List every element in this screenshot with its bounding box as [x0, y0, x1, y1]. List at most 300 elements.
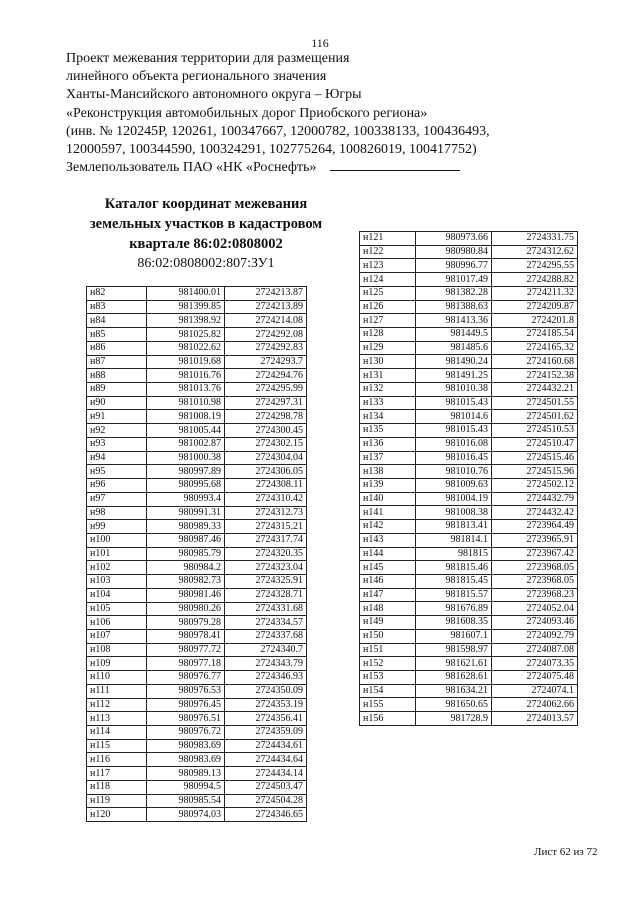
parcel-id: 86:02:0808002:807:ЗУ1	[137, 256, 275, 271]
table-row	[87, 520, 307, 534]
table-row	[360, 410, 578, 424]
x-coordinate-cell: 981000.38	[147, 451, 225, 465]
y-coordinate-cell: 2724211.32	[492, 286, 578, 300]
page-number: 116	[311, 36, 329, 50]
table-row	[87, 547, 307, 561]
x-coordinate-cell: 980976.72	[147, 726, 225, 740]
y-coordinate-cell: 2724201.8	[492, 314, 578, 328]
y-coordinate-cell: 2724432.21	[492, 382, 578, 396]
table-row	[360, 355, 578, 369]
point-name-cell: н124	[360, 273, 416, 287]
y-coordinate-cell: 2724308.11	[225, 479, 307, 493]
x-coordinate-cell: 981413.36	[416, 314, 492, 328]
document-header	[66, 50, 586, 177]
point-name-cell: н90	[87, 396, 147, 410]
point-name-cell: н114	[87, 726, 147, 740]
x-coordinate-cell: 980977.72	[147, 643, 225, 657]
point-name-cell: н82	[87, 287, 147, 301]
y-coordinate-cell: 2724317.74	[225, 533, 307, 547]
x-coordinate-cell: 981388.63	[416, 300, 492, 314]
x-coordinate-cell: 980996.77	[416, 259, 492, 273]
point-name-cell: н85	[87, 328, 147, 342]
y-coordinate-cell: 2724434.61	[225, 739, 307, 753]
y-coordinate-cell: 2724356.41	[225, 712, 307, 726]
y-coordinate-cell: 2724160.68	[492, 355, 578, 369]
y-coordinate-cell: 2724297.31	[225, 396, 307, 410]
header-line: «Реконструкция автомобильных дорог Приобского региона»	[66, 105, 428, 121]
x-coordinate-cell: 981016.08	[416, 437, 492, 451]
x-coordinate-cell: 981608.35	[416, 616, 492, 630]
table-row	[360, 712, 578, 726]
x-coordinate-cell: 981815.46	[416, 561, 492, 575]
catalog-title-line: Каталог координат межевания	[104, 196, 308, 212]
y-coordinate-cell: 2724340.7	[225, 643, 307, 657]
table-row	[360, 232, 578, 246]
x-coordinate-cell: 981398.92	[147, 314, 225, 328]
y-coordinate-cell: 2724185.54	[492, 328, 578, 342]
table-row	[360, 382, 578, 396]
point-name-cell: н99	[87, 520, 147, 534]
table-row	[87, 396, 307, 410]
point-name-cell: н89	[87, 383, 147, 397]
x-coordinate-cell: 980976.51	[147, 712, 225, 726]
y-coordinate-cell: 2724503.47	[225, 780, 307, 794]
point-name-cell: н146	[360, 574, 416, 588]
x-coordinate-cell: 981400.01	[147, 287, 225, 301]
y-coordinate-cell: 2723968.05	[492, 574, 578, 588]
x-coordinate-cell: 980991.31	[147, 506, 225, 520]
point-name-cell: н112	[87, 698, 147, 712]
y-coordinate-cell: 2724295.55	[492, 259, 578, 273]
point-name-cell: н96	[87, 479, 147, 493]
table-row	[87, 561, 307, 575]
table-row	[87, 794, 307, 808]
y-coordinate-cell: 2723968.05	[492, 561, 578, 575]
y-coordinate-cell: 2724501.62	[492, 410, 578, 424]
y-coordinate-cell: 2724294.76	[225, 369, 307, 383]
x-coordinate-cell: 980987.46	[147, 533, 225, 547]
x-coordinate-cell: 981728.9	[416, 712, 492, 726]
point-name-cell: н145	[360, 561, 416, 575]
point-name-cell: н104	[87, 588, 147, 602]
point-name-cell: н129	[360, 341, 416, 355]
x-coordinate-cell: 980977.18	[147, 657, 225, 671]
table-row	[87, 684, 307, 698]
x-coordinate-cell: 981008.38	[416, 506, 492, 520]
x-coordinate-cell: 980982.73	[147, 575, 225, 589]
y-coordinate-cell: 2724293.7	[225, 355, 307, 369]
x-coordinate-cell: 981621.61	[416, 657, 492, 671]
x-coordinate-cell: 981607.1	[416, 629, 492, 643]
x-coordinate-cell: 980983.69	[147, 753, 225, 767]
point-name-cell: н101	[87, 547, 147, 561]
y-coordinate-cell: 2724310.42	[225, 492, 307, 506]
y-coordinate-cell: 2724304.04	[225, 451, 307, 465]
x-coordinate-cell: 981013.76	[147, 383, 225, 397]
table-row	[87, 424, 307, 438]
point-name-cell: н110	[87, 671, 147, 685]
y-coordinate-cell: 2724359.09	[225, 726, 307, 740]
point-name-cell: н118	[87, 780, 147, 794]
y-coordinate-cell: 2724432.79	[492, 492, 578, 506]
x-coordinate-cell: 980980.84	[416, 245, 492, 259]
x-coordinate-cell: 981016.76	[147, 369, 225, 383]
x-coordinate-cell: 981399.85	[147, 300, 225, 314]
x-coordinate-cell: 980994.5	[147, 780, 225, 794]
table-row	[360, 314, 578, 328]
point-name-cell: н108	[87, 643, 147, 657]
y-coordinate-cell: 2724087.08	[492, 643, 578, 657]
table-row	[360, 574, 578, 588]
x-coordinate-cell: 981010.76	[416, 465, 492, 479]
y-coordinate-cell: 2724325.91	[225, 575, 307, 589]
point-name-cell: н83	[87, 300, 147, 314]
y-coordinate-cell: 2724312.73	[225, 506, 307, 520]
table-row	[87, 739, 307, 753]
point-name-cell: н135	[360, 424, 416, 438]
point-name-cell: н115	[87, 739, 147, 753]
point-name-cell: н153	[360, 671, 416, 685]
table-row	[87, 808, 307, 822]
table-row	[360, 588, 578, 602]
x-coordinate-cell: 981676.89	[416, 602, 492, 616]
table-row	[87, 341, 307, 355]
y-coordinate-cell: 2724515.96	[492, 465, 578, 479]
x-coordinate-cell: 981002.87	[147, 437, 225, 451]
point-name-cell: н132	[360, 382, 416, 396]
point-name-cell: н93	[87, 437, 147, 451]
point-name-cell: н106	[87, 616, 147, 630]
y-coordinate-cell: 2724214.08	[225, 314, 307, 328]
table-row	[87, 629, 307, 643]
signature-line	[330, 159, 460, 171]
y-coordinate-cell: 2724152.38	[492, 369, 578, 383]
table-row	[360, 341, 578, 355]
x-coordinate-cell: 981015.43	[416, 424, 492, 438]
header-line: (инв. № 120245Р, 120261, 100347667, 12000782, 100338133, 100436493,	[66, 123, 490, 139]
x-coordinate-cell: 980984.2	[147, 561, 225, 575]
table-row	[360, 328, 578, 342]
point-name-cell: н156	[360, 712, 416, 726]
x-coordinate-cell: 980985.54	[147, 794, 225, 808]
y-coordinate-cell: 2724074.1	[492, 684, 578, 698]
point-name-cell: н94	[87, 451, 147, 465]
coordinates-table-left	[86, 286, 307, 822]
x-coordinate-cell: 981010.98	[147, 396, 225, 410]
table-row	[87, 451, 307, 465]
table-row	[87, 383, 307, 397]
table-row	[87, 588, 307, 602]
catalog-title-line: земельных участков в кадастровом	[89, 216, 323, 232]
table-row	[360, 506, 578, 520]
y-coordinate-cell: 2724298.78	[225, 410, 307, 424]
table-row	[360, 671, 578, 685]
y-coordinate-cell: 2724073.35	[492, 657, 578, 671]
x-coordinate-cell: 981634.21	[416, 684, 492, 698]
table-row	[360, 245, 578, 259]
point-name-cell: н142	[360, 520, 416, 534]
y-coordinate-cell: 2724320.35	[225, 547, 307, 561]
table-row	[360, 396, 578, 410]
point-name-cell: н128	[360, 328, 416, 342]
y-coordinate-cell: 2724213.87	[225, 287, 307, 301]
y-coordinate-cell: 2724292.08	[225, 328, 307, 342]
table-row	[360, 698, 578, 712]
table-row	[87, 287, 307, 301]
table-row	[87, 753, 307, 767]
x-coordinate-cell: 981009.63	[416, 478, 492, 492]
x-coordinate-cell: 981815.45	[416, 574, 492, 588]
y-coordinate-cell: 2724302.15	[225, 437, 307, 451]
point-name-cell: н139	[360, 478, 416, 492]
table-row	[87, 657, 307, 671]
x-coordinate-cell: 981382.28	[416, 286, 492, 300]
point-name-cell: н140	[360, 492, 416, 506]
point-name-cell: н98	[87, 506, 147, 520]
table-row	[87, 698, 307, 712]
table-row	[360, 300, 578, 314]
x-coordinate-cell: 981815.57	[416, 588, 492, 602]
point-name-cell: н127	[360, 314, 416, 328]
y-coordinate-cell: 2724288.82	[492, 273, 578, 287]
x-coordinate-cell: 981490.24	[416, 355, 492, 369]
y-coordinate-cell: 2724434.14	[225, 767, 307, 781]
x-coordinate-cell: 981449.5	[416, 328, 492, 342]
y-coordinate-cell: 2724504.28	[225, 794, 307, 808]
y-coordinate-cell: 2724350.09	[225, 684, 307, 698]
table-row	[87, 492, 307, 506]
point-name-cell: н122	[360, 245, 416, 259]
table-row	[87, 465, 307, 479]
y-coordinate-cell: 2724209.87	[492, 300, 578, 314]
table-row	[87, 437, 307, 451]
point-name-cell: н100	[87, 533, 147, 547]
y-coordinate-cell: 2724515.46	[492, 451, 578, 465]
x-coordinate-cell: 980980.26	[147, 602, 225, 616]
point-name-cell: н113	[87, 712, 147, 726]
table-row	[87, 506, 307, 520]
table-row	[87, 575, 307, 589]
table-row	[360, 616, 578, 630]
table-row	[360, 424, 578, 438]
table-row	[87, 369, 307, 383]
point-name-cell: н149	[360, 616, 416, 630]
table-row	[87, 410, 307, 424]
x-coordinate-cell: 980976.77	[147, 671, 225, 685]
x-coordinate-cell: 981015.43	[416, 396, 492, 410]
point-name-cell: н92	[87, 424, 147, 438]
x-coordinate-cell: 981025.82	[147, 328, 225, 342]
table-row	[360, 684, 578, 698]
x-coordinate-cell: 980989.33	[147, 520, 225, 534]
table-row	[87, 726, 307, 740]
point-name-cell: н107	[87, 629, 147, 643]
y-coordinate-cell: 2724432.42	[492, 506, 578, 520]
table-row	[360, 369, 578, 383]
y-coordinate-cell: 2724075.48	[492, 671, 578, 685]
point-name-cell: н119	[87, 794, 147, 808]
table-row	[360, 465, 578, 479]
table-row	[360, 451, 578, 465]
table-row	[87, 328, 307, 342]
y-coordinate-cell: 2724315.21	[225, 520, 307, 534]
land-user-line	[66, 159, 586, 177]
x-coordinate-cell: 980993.4	[147, 492, 225, 506]
point-name-cell: н84	[87, 314, 147, 328]
x-coordinate-cell: 981022.62	[147, 341, 225, 355]
table-row	[360, 602, 578, 616]
point-name-cell: н152	[360, 657, 416, 671]
point-name-cell: н130	[360, 355, 416, 369]
table-row	[87, 479, 307, 493]
table-row	[360, 259, 578, 273]
y-coordinate-cell: 2723968.23	[492, 588, 578, 602]
y-coordinate-cell: 2723964.49	[492, 520, 578, 534]
x-coordinate-cell: 980976.53	[147, 684, 225, 698]
table-row	[360, 533, 578, 547]
point-name-cell: н131	[360, 369, 416, 383]
header-line: линейного объекта регионального значения	[66, 69, 327, 85]
y-coordinate-cell: 2724300.45	[225, 424, 307, 438]
point-name-cell: н138	[360, 465, 416, 479]
x-coordinate-cell: 980978.41	[147, 629, 225, 643]
x-coordinate-cell: 981650.65	[416, 698, 492, 712]
catalog-title	[64, 194, 348, 254]
point-name-cell: н86	[87, 341, 147, 355]
y-coordinate-cell: 2724434.64	[225, 753, 307, 767]
x-coordinate-cell: 981010.38	[416, 382, 492, 396]
point-name-cell: н137	[360, 451, 416, 465]
point-name-cell: н97	[87, 492, 147, 506]
y-coordinate-cell: 2724323.04	[225, 561, 307, 575]
header-line: Проект межевания территории для размещения	[66, 51, 350, 66]
point-name-cell: н120	[87, 808, 147, 822]
x-coordinate-cell: 980973.66	[416, 232, 492, 246]
table-row	[87, 616, 307, 630]
y-coordinate-cell: 2724306.05	[225, 465, 307, 479]
x-coordinate-cell: 981017.49	[416, 273, 492, 287]
y-coordinate-cell: 2724165.32	[492, 341, 578, 355]
point-name-cell: н134	[360, 410, 416, 424]
point-name-cell: н111	[87, 684, 147, 698]
point-name-cell: н105	[87, 602, 147, 616]
y-coordinate-cell: 2724013.57	[492, 712, 578, 726]
x-coordinate-cell: 981008.19	[147, 410, 225, 424]
point-name-cell: н103	[87, 575, 147, 589]
header-line: Ханты-Мансийского автономного округа – Югры	[66, 87, 362, 103]
point-name-cell: н102	[87, 561, 147, 575]
table-row	[87, 602, 307, 616]
y-coordinate-cell: 2724331.75	[492, 232, 578, 246]
table-row	[360, 561, 578, 575]
y-coordinate-cell: 2724501.55	[492, 396, 578, 410]
y-coordinate-cell: 2724213.89	[225, 300, 307, 314]
table-row	[87, 314, 307, 328]
point-name-cell: н125	[360, 286, 416, 300]
table-row	[360, 629, 578, 643]
x-coordinate-cell: 980976.45	[147, 698, 225, 712]
y-coordinate-cell: 2724292.83	[225, 341, 307, 355]
x-coordinate-cell: 981005.44	[147, 424, 225, 438]
land-user-label: Землепользователь ПАО «НК «Роснефть»	[66, 160, 317, 176]
x-coordinate-cell: 980979.28	[147, 616, 225, 630]
point-name-cell: н91	[87, 410, 147, 424]
table-row	[360, 520, 578, 534]
point-name-cell: н155	[360, 698, 416, 712]
point-name-cell: н87	[87, 355, 147, 369]
x-coordinate-cell: 980995.68	[147, 479, 225, 493]
y-coordinate-cell: 2724343.79	[225, 657, 307, 671]
table-row	[87, 533, 307, 547]
x-coordinate-cell: 981019.68	[147, 355, 225, 369]
point-name-cell: н116	[87, 753, 147, 767]
x-coordinate-cell: 980983.69	[147, 739, 225, 753]
table-row	[360, 547, 578, 561]
y-coordinate-cell: 2724346.65	[225, 808, 307, 822]
x-coordinate-cell: 980974.03	[147, 808, 225, 822]
x-coordinate-cell: 981814.1	[416, 533, 492, 547]
point-name-cell: н123	[360, 259, 416, 273]
y-coordinate-cell: 2724337.68	[225, 629, 307, 643]
x-coordinate-cell: 981491.25	[416, 369, 492, 383]
header-line: 12000597, 100344590, 100324291, 102775264, 100826019, 100417752)	[66, 142, 477, 158]
point-name-cell: н126	[360, 300, 416, 314]
point-name-cell: н148	[360, 602, 416, 616]
table-row	[87, 643, 307, 657]
table-row	[360, 492, 578, 506]
point-name-cell: н121	[360, 232, 416, 246]
point-name-cell: н141	[360, 506, 416, 520]
y-coordinate-cell: 2724093.46	[492, 616, 578, 630]
y-coordinate-cell: 2724312.62	[492, 245, 578, 259]
point-name-cell: н150	[360, 629, 416, 643]
x-coordinate-cell: 980981.46	[147, 588, 225, 602]
table-row	[87, 671, 307, 685]
point-name-cell: н109	[87, 657, 147, 671]
y-coordinate-cell: 2724092.79	[492, 629, 578, 643]
table-row	[360, 657, 578, 671]
x-coordinate-cell: 981014.6	[416, 410, 492, 424]
x-coordinate-cell: 981598.97	[416, 643, 492, 657]
table-row	[87, 780, 307, 794]
point-name-cell: н88	[87, 369, 147, 383]
point-name-cell: н144	[360, 547, 416, 561]
y-coordinate-cell: 2724346.93	[225, 671, 307, 685]
x-coordinate-cell: 981815	[416, 547, 492, 561]
y-coordinate-cell: 2724062.66	[492, 698, 578, 712]
point-name-cell: н95	[87, 465, 147, 479]
table-row	[360, 286, 578, 300]
table-row	[87, 300, 307, 314]
table-row	[87, 712, 307, 726]
x-coordinate-cell: 981004.19	[416, 492, 492, 506]
y-coordinate-cell: 2724334.57	[225, 616, 307, 630]
table-row	[87, 355, 307, 369]
x-coordinate-cell: 981628.61	[416, 671, 492, 685]
point-name-cell: н151	[360, 643, 416, 657]
table-row	[360, 437, 578, 451]
y-coordinate-cell: 2724052.04	[492, 602, 578, 616]
point-name-cell: н136	[360, 437, 416, 451]
point-name-cell: н133	[360, 396, 416, 410]
point-name-cell: н147	[360, 588, 416, 602]
coordinates-table-right	[359, 231, 578, 726]
x-coordinate-cell: 981016.45	[416, 451, 492, 465]
y-coordinate-cell: 2724510.53	[492, 424, 578, 438]
y-coordinate-cell: 2724328.71	[225, 588, 307, 602]
sheet-number: Лист 62 из 72	[534, 846, 598, 858]
x-coordinate-cell: 980989.13	[147, 767, 225, 781]
